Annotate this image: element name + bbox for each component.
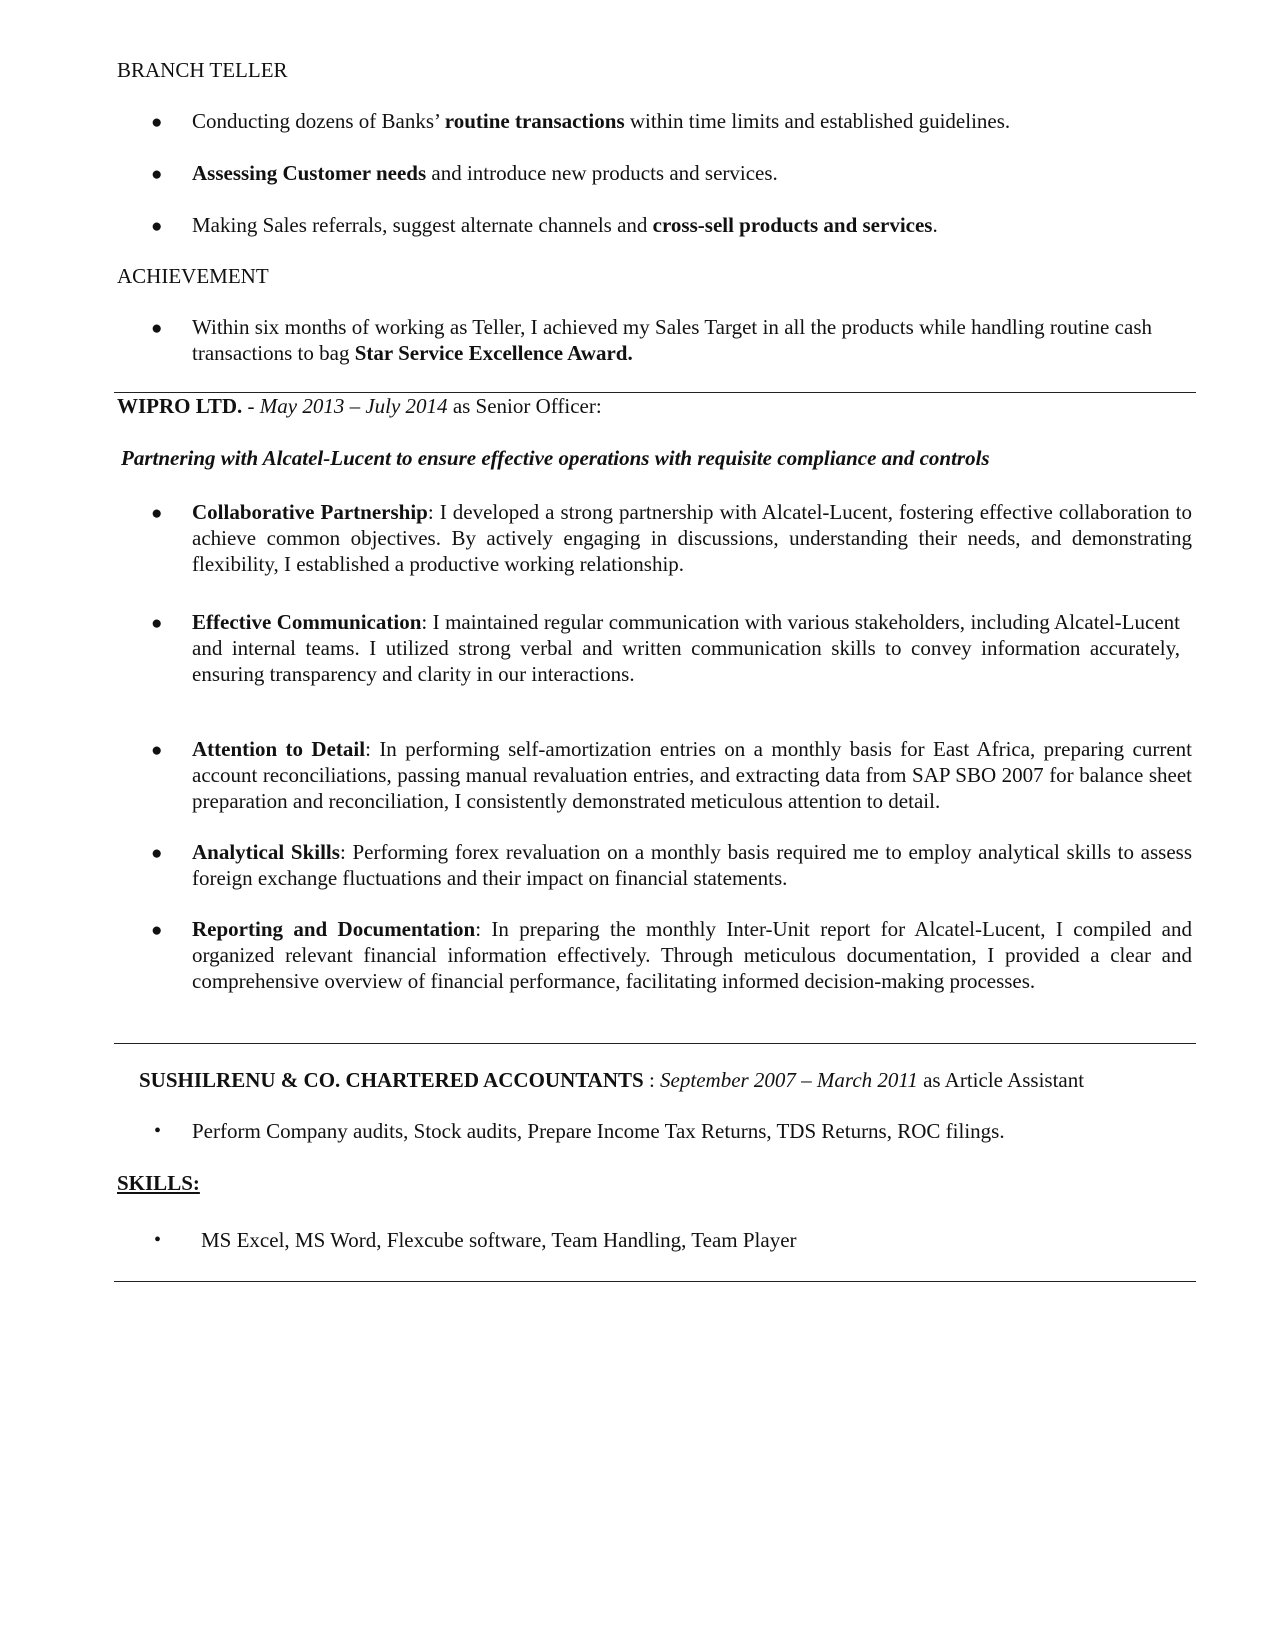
skills-heading-text: SKILLS: <box>117 1171 200 1195</box>
text: : I maintained regular communication with various stakeholders, including Alcatel-Lucent and internal teams. I utilized strong verbal and written communication skills to convey information accurately, ensuring transparency and clarity in our interactions. <box>192 610 1180 686</box>
teller-bullet-2 <box>192 160 1192 186</box>
text: Conducting dozens of Banks’ <box>192 109 445 133</box>
text: : In performing self-amortization entries on a monthly basis for East Africa, preparing current account reconciliations, passing manual revaluation entries, and extracting data from SAP SBO 2007 for balance sheet preparation and reconciliation, I consistently demonstrated meticulous attention to detail. <box>192 737 1192 813</box>
company-name: SUSHILRENU & CO. CHARTERED ACCOUNTANTS <box>139 1068 644 1092</box>
bold-text: Collaborative Partnership <box>192 500 428 524</box>
wipro-bullet-5 <box>192 916 1192 994</box>
teller-bullet-3 <box>192 212 1192 238</box>
bullet-dot: ● <box>151 318 163 339</box>
bullet-dot: ● <box>151 613 163 634</box>
job-header-wipro <box>117 394 602 419</box>
divider-line <box>114 1281 1196 1282</box>
section-heading-branch-teller: BRANCH TELLER <box>117 58 288 82</box>
job-dates: May 2013 – July 2014 <box>259 394 448 418</box>
achievement-bullet <box>192 314 1152 366</box>
text: : I developed a strong partnership with Alcatel-Lucent, fostering effective collaboration to achieve common objectives. By actively engaging in discussions, understanding their needs, and demonstrating flexibility, I established a productive working relationship. <box>192 500 1192 576</box>
bold-text: Effective Communication <box>192 610 422 634</box>
company-name: WIPRO LTD. <box>117 394 243 418</box>
text: : Performing forex revaluation on a monthly basis required me to employ analytical skills to assess foreign exchange fluctuations and their impact on financial statements. <box>192 840 1193 890</box>
wipro-tagline <box>121 446 990 471</box>
bullet-dot: ● <box>151 112 163 133</box>
separator: - <box>242 394 260 418</box>
tagline-text: Partnering with Alcatel-Lucent to ensure effective operations with requisite compliance and controls <box>121 446 990 470</box>
bullet-dot: ● <box>151 216 163 237</box>
section-heading-skills <box>117 1171 200 1196</box>
separator: : <box>643 1068 661 1092</box>
teller-bullet-1 <box>192 108 1192 134</box>
bullet-dot: ● <box>151 164 163 185</box>
skills-bullet: MS Excel, MS Word, Flexcube software, Team Handling, Team Player <box>201 1228 797 1252</box>
text: Within six months of working as Teller, I achieved my Sales Target in all the products while handling routine cash transactions to bag <box>192 315 1152 365</box>
wipro-bullet-4 <box>192 839 1192 891</box>
bold-text: Assessing Customer needs <box>192 161 427 185</box>
divider-line <box>114 1043 1196 1044</box>
job-role: as Article Assistant <box>917 1068 1085 1092</box>
bold-text: routine transactions <box>444 109 625 133</box>
wipro-bullet-1 <box>192 499 1192 577</box>
text: . <box>932 213 938 237</box>
job-role: as Senior Officer: <box>447 394 602 418</box>
section-heading-achievement: ACHIEVEMENT <box>117 264 269 288</box>
bullet-dot: ● <box>151 843 163 864</box>
bold-text: cross-sell products and services <box>652 213 933 237</box>
sushilrenu-bullet: Perform Company audits, Stock audits, Prepare Income Tax Returns, TDS Returns, ROC filings. <box>192 1119 1005 1143</box>
bullet-dot: ● <box>151 503 163 524</box>
wipro-bullet-2 <box>192 609 1180 687</box>
bold-text: Reporting and Documentation <box>192 917 476 941</box>
bullet-dot: • <box>154 1120 162 1142</box>
text: : In preparing the monthly Inter-Unit report for Alcatel-Lucent, I compiled and organized relevant financial information effectively. Through meticulous documentation, I provided a clear and comprehensive overview of financial performance, facilitating informed decision-making processes. <box>192 917 1192 993</box>
wipro-bullet-3 <box>192 736 1192 814</box>
bullet-dot: ● <box>151 920 163 941</box>
text: within time limits and established guidelines. <box>624 109 1011 133</box>
text: and introduce new products and services. <box>426 161 778 185</box>
bold-text: Star Service Excellence Award. <box>354 341 633 365</box>
text: Making Sales referrals, suggest alternate channels and <box>192 213 653 237</box>
divider-line <box>114 392 1196 393</box>
bullet-dot: • <box>154 1229 162 1251</box>
bullet-dot: ● <box>151 740 163 761</box>
job-dates: September 2007 – March 2011 <box>660 1068 918 1092</box>
bold-text: Attention to Detail <box>192 737 366 761</box>
bold-text: Analytical Skills <box>192 840 340 864</box>
job-header-sushilrenu <box>139 1068 1084 1093</box>
